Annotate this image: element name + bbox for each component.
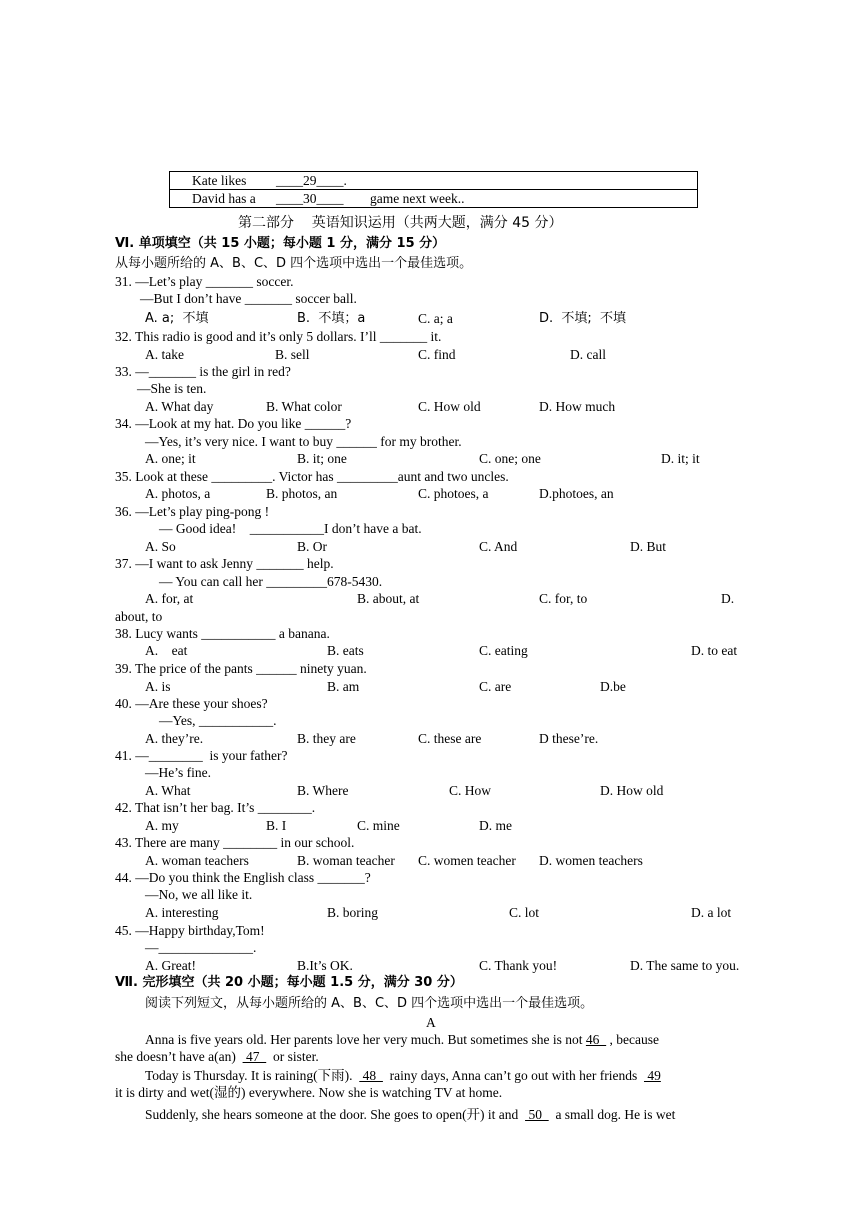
question-dialogue-line: —Yes, ___________. (159, 713, 277, 728)
answer-option: C. for, to (539, 591, 588, 606)
answer-option: A. my (145, 818, 179, 833)
answer-option: C. How old (418, 399, 481, 414)
answer-option: D. But (630, 539, 667, 554)
answer-option: D. it; it (661, 451, 700, 466)
table-row (170, 189, 697, 207)
section-6-title: Ⅵ. 单项填空（共 15 小题；每小题 1 分，满分 15 分） (115, 236, 446, 251)
passage-line: it is dirty and wet(湿的) everywhere. Now she is watching TV at home. (115, 1085, 503, 1100)
table-after: game next week.. (370, 191, 465, 206)
answer-option: A. take (145, 347, 184, 362)
question-stem: 31. —Let’s play _______ soccer. (115, 274, 294, 289)
passage-line: she doesn’t have a(an) 47 or sister. (115, 1049, 319, 1064)
answer-option: C. eating (479, 643, 528, 658)
answer-option: D. me (479, 818, 512, 833)
question-stem: 37. —I want to ask Jenny _______ help. (115, 556, 334, 571)
answer-option: B. eats (327, 643, 364, 658)
answer-option: C. are (479, 679, 512, 694)
section-7-title: Ⅶ. 完形填空（共 20 小题；每小题 1.5 分，满分 30 分） (115, 975, 463, 990)
answer-option: A. woman teachers (145, 853, 249, 868)
answer-option: A. one; it (145, 451, 196, 466)
answer-option: B. What color (266, 399, 342, 414)
answer-option: D. to eat (691, 643, 738, 658)
answer-option: C. mine (357, 818, 400, 833)
question-stem: 32. This radio is good and it’s only 5 dollars. I’ll _______ it. (115, 329, 442, 344)
question-dialogue-line: —But I don’t have _______ soccer ball. (140, 291, 357, 306)
question-stem: 34. —Look at my hat. Do you like ______? (115, 416, 352, 431)
passage-line: Anna is five years old. Her parents love her very much. But sometimes she is not 46 , because (145, 1032, 660, 1047)
question-dialogue-line: —______________. (145, 940, 257, 955)
answer-option: C. find (418, 347, 456, 362)
answer-option: D. The same to you. (630, 958, 740, 973)
question-stem: 35. Look at these _________. Victor has _________aunt and two uncles. (115, 469, 509, 484)
answer-option: A. What day (145, 399, 214, 414)
question-stem: 38. Lucy wants ___________ a banana. (115, 626, 330, 641)
question-stem: 36. —Let’s play ping-pong ! (115, 504, 270, 519)
answer-option: B. 不填；a (297, 311, 366, 326)
question-stem: 42. That isn’t her bag. It’s ________. (115, 800, 316, 815)
question-dialogue-line: —No, we all like it. (145, 887, 253, 902)
answer-option: D. (721, 591, 735, 606)
answer-option: C. a; a (418, 311, 453, 326)
answer-option: D. How old (600, 783, 664, 798)
answer-option: C. photoes, a (418, 486, 489, 501)
passage-line: Today is Thursday. It is raining(下雨). 48 rainy days, Anna can’t go out with her friends 49 (145, 1068, 661, 1083)
answer-option: A. photos, a (145, 486, 211, 501)
answer-option: D. a lot (691, 905, 732, 920)
answer-option: A. Great! (145, 958, 196, 973)
table-label: Kate likes (192, 173, 247, 188)
answer-option: B. photos, an (266, 486, 338, 501)
answer-option: D. How much (539, 399, 616, 414)
question-stem: 41. —________ is your father? (115, 748, 288, 763)
answer-option: B. boring (327, 905, 379, 920)
answer-option: C. lot (509, 905, 540, 920)
question-dialogue-line: —He’s fine. (145, 765, 211, 780)
question-dialogue-line: —Yes, it’s very nice. I want to buy ______ for my brother. (145, 434, 462, 449)
table-blank: ____29____. (276, 173, 347, 188)
answer-option: D.photoes, an (539, 486, 614, 501)
answer-option: B.It’s OK. (297, 958, 353, 973)
answer-option: B. am (327, 679, 360, 694)
question-stem: 33. —_______ is the girl in red? (115, 364, 291, 379)
passage-line: Suddenly, she hears someone at the door. She goes to open(开) it and 50 a small dog. He is wet (145, 1107, 676, 1122)
answer-option: B. they are (297, 731, 356, 746)
answer-option: B. sell (275, 347, 310, 362)
answer-option: D. call (570, 347, 606, 362)
answer-option: A. they’re. (145, 731, 204, 746)
section-7-instruction: 阅读下列短文，从每小题所给的 A、B、C、D 四个选项中选出一个最佳选项。 (145, 996, 594, 1011)
answer-option: D. women teachers (539, 853, 643, 868)
answer-option-wrap: about, to (115, 609, 163, 624)
question-dialogue-line: —She is ten. (137, 381, 207, 396)
answer-option: D. 不填; 不填 (539, 311, 627, 326)
passage-label: A (426, 1015, 436, 1030)
table-blank: ____30____ (276, 191, 344, 206)
answer-option: B. Where (297, 783, 349, 798)
answer-option: C. women teacher (418, 853, 516, 868)
table-row (170, 172, 697, 189)
answer-option: A. interesting (145, 905, 219, 920)
answer-option: C. Thank you! (479, 958, 558, 973)
answer-option: C. these are (418, 731, 482, 746)
answer-option: B. I (266, 818, 287, 833)
answer-option: B. it; one (297, 451, 347, 466)
section-6-instruction: 从每小题所给的 A、B、C、D 四个选项中选出一个最佳选项。 (115, 256, 473, 271)
answer-option: A. a; 不填 (145, 311, 209, 326)
answer-option: D.be (600, 679, 626, 694)
question-stem: 39. The price of the pants ______ ninety yuan. (115, 661, 367, 676)
answer-option: A. is (145, 679, 171, 694)
answer-option: B. about, at (357, 591, 420, 606)
question-stem: 45. —Happy birthday,Tom! (115, 923, 265, 938)
answer-option: B. Or (297, 539, 327, 554)
answer-option: C. And (479, 539, 518, 554)
part-two-title: 第二部分 英语知识运用（共两大题，满分 45 分） (238, 215, 563, 231)
answer-option: A. for, at (145, 591, 194, 606)
answer-option: C. one; one (479, 451, 541, 466)
table-label: David has a (192, 191, 256, 206)
question-stem: 43. There are many ________ in our school. (115, 835, 355, 850)
answer-option: B. woman teacher (297, 853, 395, 868)
answer-table (169, 171, 698, 208)
question-stem: 44. —Do you think the English class _______? (115, 870, 371, 885)
question-dialogue-line: — You can call her _________678-5430. (159, 574, 383, 589)
answer-option: A. eat (145, 643, 188, 658)
question-stem: 40. —Are these your shoes? (115, 696, 268, 711)
answer-option: A. What (145, 783, 191, 798)
answer-option: D these’re. (539, 731, 599, 746)
answer-option: C. How (449, 783, 492, 798)
answer-option: A. So (145, 539, 176, 554)
question-dialogue-line: — Good idea! ___________I don’t have a bat. (159, 521, 422, 536)
